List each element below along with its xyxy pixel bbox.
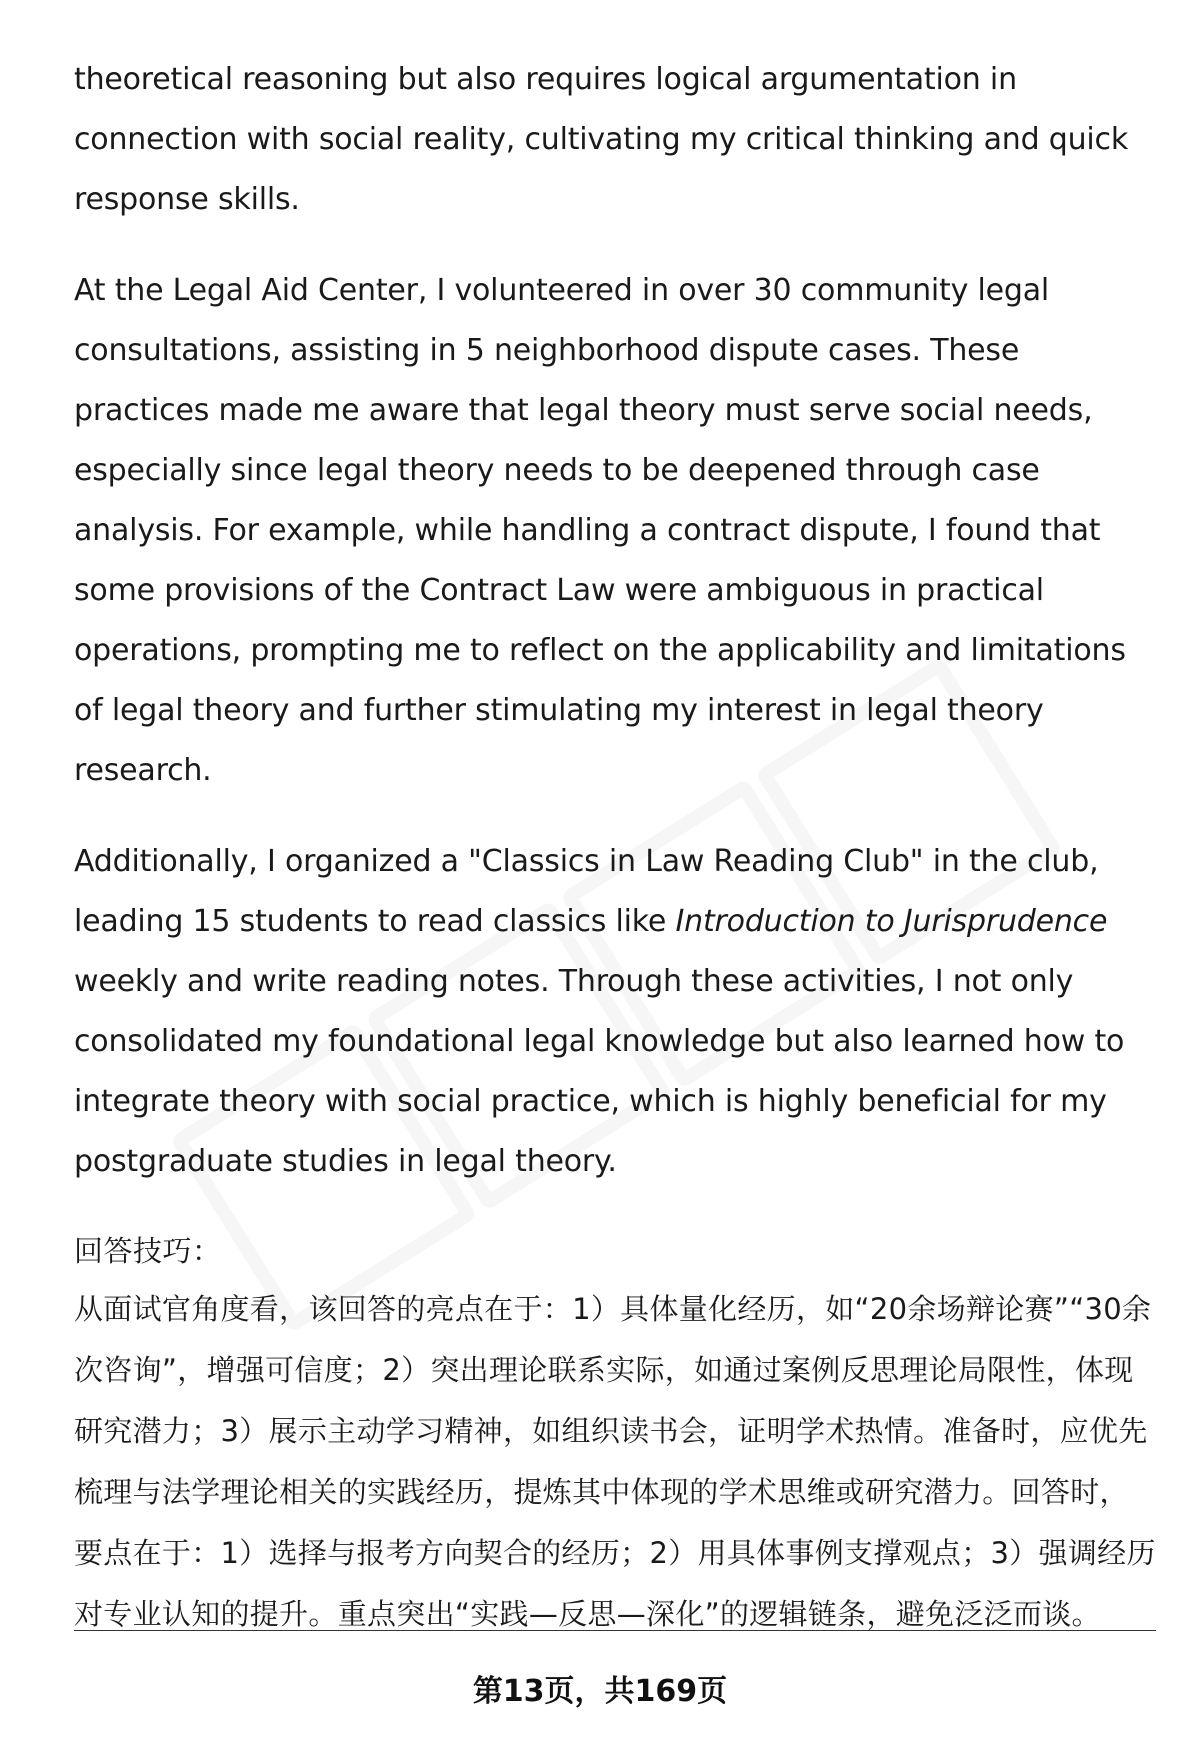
paragraph-3-text-a: Additionally, I organized a "Classics in Law Reading Club" in the club, leading 15 students to read classics like [74, 844, 1099, 939]
main-content [74, 50, 1156, 1645]
paragraph-2: At the Legal Aid Center, I volunteered in over 30 community legal consultations, assisting in 5 neighborhood dispute cases. These practices made me aware that legal theory must serve social needs, especially since legal theory needs to be deepened through case analysis. For example, while handling a contract dispute, I found that some provisions of the Contract Law were ambiguous in practical operations, prompting me to reflect on the applicability and limitations of legal theory and further stimulating my interest in legal theory research. [74, 273, 1126, 788]
footer-divider [74, 1630, 1156, 1631]
paragraph-3-text-b: weekly and write reading notes. Through these activities, I not only consolidated my foundational legal knowledge but also learned how to integrate theory with social practice, which is highly beneficial for my postgraduate studies in legal theory. [74, 964, 1125, 1179]
page-number: 第13页，共169页 [472, 1674, 728, 1709]
paragraph-1: theoretical reasoning but also requires logical argumentation in connection with social reality, cultivating my critical thinking and quick response skills. [74, 62, 1129, 217]
paragraph-3 [74, 832, 1156, 1192]
tips-body: 从面试官角度看，该回答的亮点在于：1）具体量化经历，如“20余场辩论赛”“30余次咨询”，增强可信度；2）突出理论联系实际，如通过案例反思理论局限性，体现研究潜力；3）展示主动学习精神，如组织读书会，证明学术热情。准备时，应优先梳理与法学理论相关的实践经历，提炼其中体现的学术思维或研究潜力。回答时，要点在于：1）选择与报考方向契合的经历；2）用具体事例支撑观点；3）强调经历对专业认知的提升。重点突出“实践—反思—深化”的逻辑链条，避免泛泛而谈。 [74, 1292, 1156, 1631]
tips-heading: 回答技巧： [74, 1234, 222, 1268]
book-title: Introduction to Jurisprudence [675, 904, 1108, 939]
